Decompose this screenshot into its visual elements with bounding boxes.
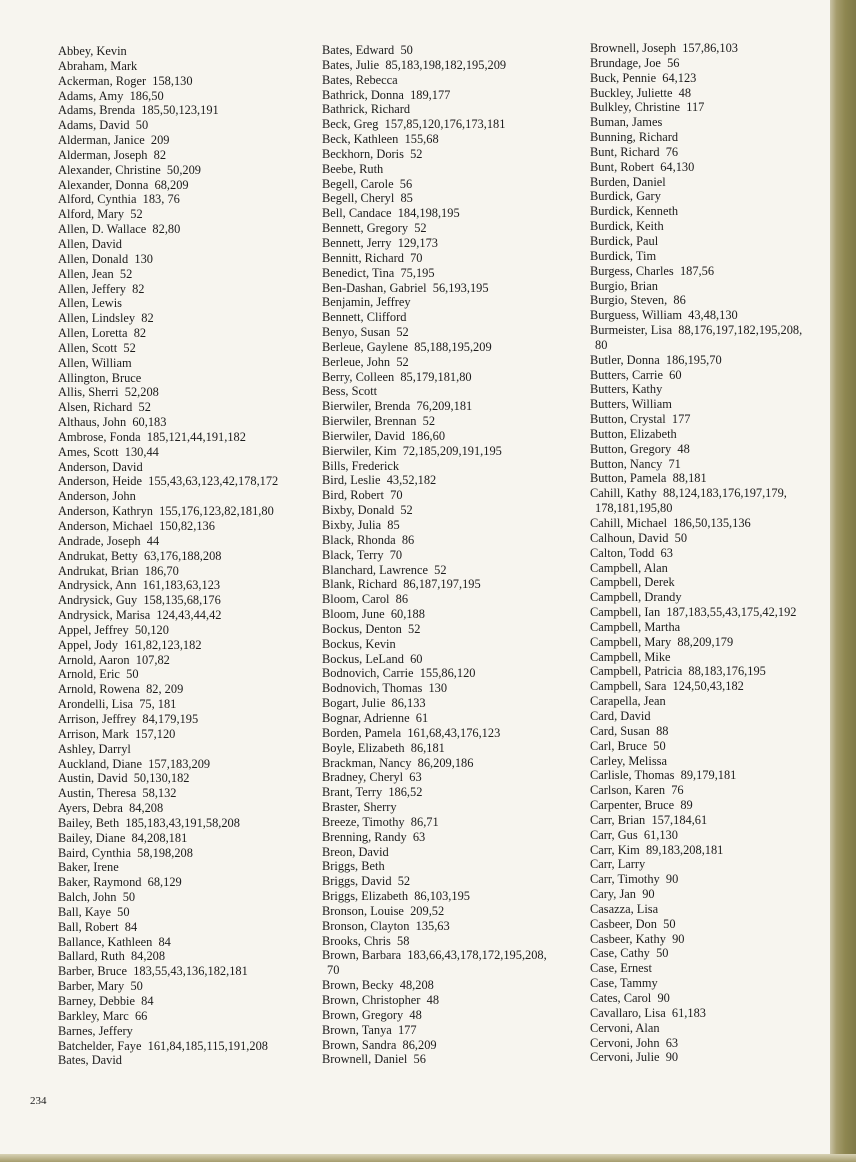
index-entry: Arrison, Mark 157,120 <box>58 726 176 741</box>
index-entry: Allen, David <box>58 236 123 251</box>
index-entry: Bennitt, Richard 70 <box>322 250 423 265</box>
index-entry: Briggs, Beth <box>322 859 385 874</box>
index-entry: Alsen, Richard 52 <box>58 400 151 415</box>
index-entry: Begell, Carole 56 <box>322 176 413 191</box>
index-entry: Brown, Christopher 48 <box>322 993 440 1007</box>
index-entry: Bailey, Diane 84,208,181 <box>58 830 188 845</box>
index-entry: Austin, David 50,130,182 <box>58 771 190 786</box>
index-column-3 <box>590 41 802 1065</box>
index-entry: Bennett, Gregory 52 <box>322 221 427 236</box>
index-entry: Appel, Jody 161,82,123,182 <box>58 637 202 652</box>
index-entry: Black, Rhonda 86 <box>322 532 415 547</box>
index-entry: Alderman, Joseph 82 <box>58 147 167 162</box>
index-entry: Anderson, David <box>58 459 143 474</box>
index-entry: Bierwiler, Kim 72,185,209,191,195 <box>322 443 502 458</box>
index-entry: Cates, Carol 90 <box>590 991 670 1005</box>
index-entry: Allen, Jean 52 <box>58 266 133 281</box>
index-entry: Briggs, Elizabeth 86,103,195 <box>322 889 470 904</box>
index-entry: Barney, Debbie 84 <box>58 994 154 1008</box>
index-entry: Cahill, Kathy 88,124,183,176,197,179, <box>590 486 787 501</box>
index-entry: Arrison, Jeffrey 84,179,195 <box>58 711 199 726</box>
index-entry: Bierwiler, Brennan 52 <box>322 414 436 429</box>
index-entry: Bronson, Clayton 135,63 <box>322 918 450 933</box>
index-entry: Burgio, Steven, 86 <box>590 293 686 308</box>
index-entry: Calton, Todd 63 <box>590 545 673 560</box>
index-entry: Benedict, Tina 75,195 <box>322 265 435 280</box>
index-entry: Bockus, Denton 52 <box>322 621 421 636</box>
index-entry: Bloom, Carol 86 <box>322 592 409 607</box>
index-entry: Ballard, Ruth 84,208 <box>58 949 166 964</box>
index-entry: Cavallaro, Lisa 61,183 <box>590 1005 706 1020</box>
index-entry: Allen, Lewis <box>58 296 123 311</box>
index-entry: Bates, Julie 85,183,198,182,195,209 <box>322 57 507 72</box>
index-entry: 80 <box>595 337 608 352</box>
index-entry: Carr, Gus 61,130 <box>590 827 678 842</box>
index-entry: Baker, Irene <box>58 860 119 875</box>
index-entry: Barber, Bruce 183,55,43,136,182,181 <box>58 964 248 979</box>
index-entry: Arnold, Aaron 107,82 <box>58 652 170 667</box>
index-entry: Brooks, Chris 58 <box>322 933 410 948</box>
index-entry: Bennett, Clifford <box>322 310 407 325</box>
index-entry: Barnes, Jeffery <box>58 1023 133 1038</box>
index-entry: Cahill, Michael 186,50,135,136 <box>590 516 751 530</box>
index-entry: Ashley, Darryl <box>58 741 131 756</box>
index-entry: Ball, Kaye 50 <box>58 904 130 919</box>
index-entry: Carr, Larry <box>590 857 646 872</box>
index-entry: Barkley, Marc 66 <box>58 1008 148 1023</box>
index-entry: Bloom, June 60,188 <box>322 607 425 622</box>
binding-edge <box>830 0 856 1162</box>
index-entry: Bixby, Julia 85 <box>322 518 400 532</box>
index-entry: Carley, Melissa <box>590 753 667 768</box>
index-entry: Bunning, Richard <box>590 130 679 145</box>
index-entry: Alford, Cynthia 183, 76 <box>58 192 180 207</box>
index-entry: Ben-Dashan, Gabriel 56,193,195 <box>322 280 489 295</box>
index-entry: Ballance, Kathleen 84 <box>58 934 171 949</box>
index-entry: Auckland, Diane 157,183,209 <box>58 756 211 771</box>
index-entry: Arnold, Eric 50 <box>58 667 139 682</box>
index-entry: Anderson, Michael 150,82,136 <box>58 519 215 533</box>
index-entry: Anderson, John <box>58 489 136 504</box>
index-entry: Brown, Sandra 86,209 <box>322 1037 437 1052</box>
index-entry: Andrysick, Guy 158,135,68,176 <box>58 593 221 608</box>
index-entry: Bierwiler, Brenda 76,209,181 <box>322 399 473 414</box>
index-entry: Allen, Lindsley 82 <box>58 311 154 326</box>
index-entry: Anderson, Heide 155,43,63,123,42,178,172 <box>58 474 279 489</box>
index-entry: Allen, Jeffery 82 <box>58 281 145 296</box>
index-entry: Bixby, Donald 52 <box>322 503 413 518</box>
index-entry: Campbell, Patricia 88,183,176,195 <box>590 664 766 679</box>
index-entry: Brownell, Joseph 157,86,103 <box>590 41 738 55</box>
index-entry: Casbeer, Kathy 90 <box>590 931 685 946</box>
index-entry: Card, Susan 88 <box>590 723 669 738</box>
index-entry: Beebe, Ruth <box>322 161 384 176</box>
index-entry: Campbell, Alan <box>590 560 668 575</box>
index-entry: Case, Ernest <box>590 961 652 976</box>
index-entry: Ackerman, Roger 158,130 <box>58 73 193 88</box>
index-entry: Beck, Kathleen 155,68 <box>322 132 439 147</box>
index-entry: Benjamin, Jeffrey <box>322 295 411 310</box>
index-entry: Baird, Cynthia 58,198,208 <box>58 845 193 860</box>
index-entry: Bathrick, Richard <box>322 102 411 117</box>
index-entry: Burguess, William 43,48,130 <box>590 308 738 323</box>
index-entry: Carpenter, Bruce 89 <box>590 798 693 813</box>
index-entry: Baker, Raymond 68,129 <box>58 875 182 890</box>
index-column-2 <box>322 43 547 1067</box>
index-entry: Balch, John 50 <box>58 890 136 905</box>
index-entry: Cervoni, John 63 <box>590 1035 679 1050</box>
index-entry: Andrysick, Ann 161,183,63,123 <box>58 578 221 593</box>
index-entry: Burden, Daniel <box>590 174 666 189</box>
index-entry: Bockus, Kevin <box>322 636 396 651</box>
index-entry: Benyo, Susan 52 <box>322 325 409 340</box>
index-entry: Casbeer, Don 50 <box>590 916 676 931</box>
index-entry: Bognar, Adrienne 61 <box>322 710 429 725</box>
index-entry: 70 <box>327 963 340 978</box>
index-entry: Bills, Frederick <box>322 458 400 473</box>
index-entry: Burgess, Charles 187,56 <box>590 263 715 278</box>
index-entry: Campbell, Derek <box>590 575 675 590</box>
index-entry: Allen, Loretta 82 <box>58 326 147 341</box>
index-entry: Campbell, Martha <box>590 619 681 634</box>
index-entry: Butters, Kathy <box>590 382 663 397</box>
index-entry: Adams, Brenda 185,50,123,191 <box>58 103 219 118</box>
index-entry: Breon, David <box>322 844 389 859</box>
index-entry: Begell, Cheryl 85 <box>322 191 413 206</box>
index-entry: Boyle, Elizabeth 86,181 <box>322 740 445 755</box>
index-entry: Bunt, Robert 64,130 <box>590 159 695 174</box>
page-bottom-edge <box>0 1154 856 1162</box>
index-entry: Adams, Amy 186,50 <box>58 88 164 103</box>
index-entry: Arnold, Rowena 82, 209 <box>58 682 184 697</box>
index-entry: Blanchard, Lawrence 52 <box>322 562 447 577</box>
index-entry: Burdick, Kenneth <box>590 204 679 219</box>
index-entry: Bird, Robert 70 <box>322 488 403 503</box>
index-entry: Bierwiler, David 186,60 <box>322 428 446 443</box>
index-entry: Brackman, Nancy 86,209,186 <box>322 755 474 770</box>
index-entry: Alford, Mary 52 <box>58 207 143 222</box>
index-entry: Ball, Robert 84 <box>58 919 138 934</box>
index-entry: Bailey, Beth 185,183,43,191,58,208 <box>58 815 240 830</box>
index-entry: Briggs, David 52 <box>322 874 411 889</box>
index-entry: Button, Crystal 177 <box>590 412 691 427</box>
page-number: 234 <box>30 1095 47 1107</box>
index-entry: Carl, Bruce 50 <box>590 738 666 753</box>
index-entry: Appel, Jeffrey 50,120 <box>58 622 169 637</box>
index-entry: Ayers, Debra 84,208 <box>58 801 164 816</box>
index-entry: Braster, Sherry <box>322 800 397 815</box>
index-entry: Berry, Colleen 85,179,181,80 <box>322 369 472 384</box>
index-entry: Andrysick, Marisa 124,43,44,42 <box>58 608 222 623</box>
index-entry: Barber, Mary 50 <box>58 979 143 994</box>
index-entry: Berleue, John 52 <box>322 354 409 369</box>
index-entry: Allen, William <box>58 355 132 370</box>
index-entry: Bronson, Louise 209,52 <box>322 903 445 918</box>
index-entry: Ambrose, Fonda 185,121,44,191,182 <box>58 429 246 444</box>
index-entry: Bess, Scott <box>322 384 378 399</box>
index-entry: Carlisle, Thomas 89,179,181 <box>590 768 737 783</box>
index-entry: Case, Tammy <box>590 976 658 991</box>
index-entry: Case, Cathy 50 <box>590 946 669 961</box>
index-entry: Button, Elizabeth <box>590 426 677 441</box>
index-entry: Alderman, Janice 209 <box>58 133 170 148</box>
index-entry: Brant, Terry 186,52 <box>322 785 423 800</box>
index-entry: Brenning, Randy 63 <box>322 829 426 844</box>
index-entry: Burdick, Tim <box>590 248 657 263</box>
index-entry: Bates, David <box>58 1053 123 1068</box>
index-entry: Button, Nancy 71 <box>590 456 681 471</box>
index-entry: Abraham, Mark <box>58 58 138 73</box>
index-entry: Brown, Becky 48,208 <box>322 978 434 993</box>
index-entry: Beckhorn, Doris 52 <box>322 146 423 161</box>
index-entry: Cary, Jan 90 <box>590 887 655 902</box>
index-entry: Anderson, Kathryn 155,176,123,82,181,80 <box>58 504 274 519</box>
index-entry: Brownell, Daniel 56 <box>322 1052 426 1067</box>
index-entry: Button, Pamela 88,181 <box>590 471 707 486</box>
index-entry: Bogart, Julie 86,133 <box>322 696 426 711</box>
index-entry: Abbey, Kevin <box>58 44 127 58</box>
index-entry: Casazza, Lisa <box>590 901 659 916</box>
index-entry: Bulkley, Christine 117 <box>590 100 705 115</box>
index-entry: Campbell, Mary 88,209,179 <box>590 634 734 649</box>
index-entry: Black, Terry 70 <box>322 547 403 562</box>
index-entry: Althaus, John 60,183 <box>58 415 167 430</box>
index-entry: Burmeister, Lisa 88,176,197,182,195,208, <box>590 323 803 338</box>
index-entry: Beck, Greg 157,85,120,176,173,181 <box>322 117 506 132</box>
index-entry: Carr, Brian 157,184,61 <box>590 812 708 827</box>
index-column-1 <box>58 44 278 1068</box>
index-entry: Button, Gregory 48 <box>590 441 690 456</box>
index-entry: Carapella, Jean <box>590 694 666 709</box>
index-entry: Campbell, Mike <box>590 649 671 664</box>
index-entry: Campbell, Ian 187,183,55,43,175,42,192 <box>590 605 797 620</box>
index-entry: Andrade, Joseph 44 <box>58 533 160 548</box>
index-entry: Allington, Bruce <box>58 370 142 385</box>
index-entry: Cervoni, Alan <box>590 1020 660 1035</box>
index-entry: Arondelli, Lisa 75, 181 <box>58 697 177 712</box>
index-entry: Cervoni, Julie 90 <box>590 1050 679 1065</box>
index-entry: Adams, David 50 <box>58 118 149 133</box>
index-entry: Card, David <box>590 708 651 723</box>
index-entry: Bradney, Cheryl 63 <box>322 770 422 785</box>
index-entry: Andrukat, Brian 186,70 <box>58 563 179 578</box>
index-entry: Bodnovich, Carrie 155,86,120 <box>322 666 476 681</box>
index-entry: Campbell, Drandy <box>590 590 682 605</box>
index-entry: Alexander, Donna 68,209 <box>58 177 189 192</box>
index-entry: Bell, Candace 184,198,195 <box>322 206 460 221</box>
index-entry: Buckley, Juliette 48 <box>590 85 692 100</box>
index-entry: Buman, James <box>590 115 663 130</box>
index-entry: Blank, Richard 86,187,197,195 <box>322 577 481 592</box>
index-entry: Buck, Pennie 64,123 <box>590 70 697 85</box>
index-entry: Calhoun, David 50 <box>590 530 688 545</box>
index-entry: Breeze, Timothy 86,71 <box>322 814 439 829</box>
index-entry: Brown, Tanya 177 <box>322 1022 417 1037</box>
index-entry: Borden, Pamela 161,68,43,176,123 <box>322 725 501 740</box>
index-entry: Bockus, LeLand 60 <box>322 651 423 666</box>
index-entry: Bunt, Richard 76 <box>590 144 679 159</box>
index-entry: Allen, D. Wallace 82,80 <box>58 222 181 237</box>
index-entry: Ames, Scott 130,44 <box>58 444 159 459</box>
index-entry: Batchelder, Faye 161,84,185,115,191,208 <box>58 1038 268 1053</box>
index-entry: Brown, Gregory 48 <box>322 1007 422 1022</box>
index-entry: Bodnovich, Thomas 130 <box>322 681 448 696</box>
index-entry: Bates, Edward 50 <box>322 43 413 57</box>
index-entry: Carlson, Karen 76 <box>590 783 684 798</box>
index-entry: Bathrick, Donna 189,177 <box>322 87 451 102</box>
index-entry: Alexander, Christine 50,209 <box>58 162 202 177</box>
index-entry: Burdick, Keith <box>590 219 664 234</box>
index-entry: 178,181,195,80 <box>595 501 673 516</box>
index-entry: Allis, Sherri 52,208 <box>58 385 159 400</box>
index-entry: Austin, Theresa 58,132 <box>58 786 177 801</box>
index-entry: Carr, Timothy 90 <box>590 872 679 887</box>
index-entry: Burgio, Brian <box>590 278 658 293</box>
index-entry: Campbell, Sara 124,50,43,182 <box>590 679 744 694</box>
index-entry: Burdick, Paul <box>590 233 659 248</box>
index-entry: Brown, Barbara 183,66,43,178,172,195,208, <box>322 948 547 963</box>
index-entry: Burdick, Gary <box>590 189 661 204</box>
index-entry: Brundage, Joe 56 <box>590 55 680 70</box>
index-entry: Bird, Leslie 43,52,182 <box>322 473 437 488</box>
index-entry: Berleue, Gaylene 85,188,195,209 <box>322 339 492 354</box>
index-entry: Bates, Rebecca <box>322 72 398 87</box>
index-entry: Carr, Kim 89,183,208,181 <box>590 842 724 857</box>
index-entry: Allen, Donald 130 <box>58 251 153 266</box>
index-entry: Andrukat, Betty 63,176,188,208 <box>58 548 222 563</box>
index-entry: Butler, Donna 186,195,70 <box>590 352 722 367</box>
index-entry: Allen, Scott 52 <box>58 340 136 355</box>
index-entry: Butters, William <box>590 397 672 412</box>
index-entry: Bennett, Jerry 129,173 <box>322 235 438 250</box>
index-entry: Butters, Carrie 60 <box>590 367 682 382</box>
